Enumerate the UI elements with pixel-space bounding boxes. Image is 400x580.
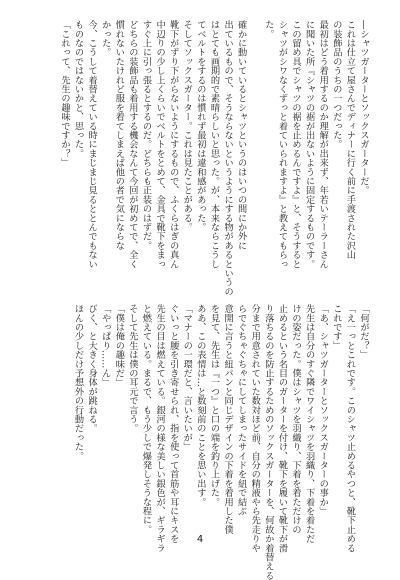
text-line: ああ、この表情は…と数刻前のことを思い出す。 [194, 304, 206, 507]
lower-text-block [72, 304, 370, 580]
text-line: シャツがシワなくずっと着ていられますよ』と教えてもらっ [276, 20, 288, 269]
text-line: を見て、先生は『一つ』と口の端を釣り上げた。 [208, 304, 220, 507]
text-line: すぐ上に引っ張るとするのだ。どちらも正装のはずだ。 [140, 20, 152, 250]
text-line: た。 [262, 20, 274, 39]
text-line: の装飾品のうちの一つだった。 [330, 20, 342, 149]
text-line: 「僕は俺の趣味だ」 [113, 304, 125, 387]
text-line: 「マナーの一環だと、言いたいが」 [181, 304, 193, 452]
text-line: らでぐちゃぐちゃにしてしまったサイドを紐で結ぶ [235, 304, 247, 516]
text-line: 「あ、シャツガーターとソックスガーターの事か」 [317, 304, 329, 516]
text-line: 慣れないたけれど服を着てしまえば他の者で気にならな [113, 20, 125, 250]
text-line: 「これって、先生の趣味ですか？」 [58, 20, 70, 168]
text-line: 確かに動いているとシャツというのはいつの間にか外に [235, 20, 247, 250]
text-line: 「何がだ？」 [358, 304, 369, 360]
text-line: 「え一っとこれです。このシャツ止めるやつと、靴下止める [344, 304, 356, 553]
text-line: ものなのではないかと、思った。 [72, 20, 84, 158]
text-line: 先生は自分のすぐ隣でワイシャツを羽織り、下着を着ただ [303, 304, 315, 544]
text-line [248, 20, 262, 285]
text-line: はとても画期的で素晴らしいと思った。が、本来ならこうし [208, 20, 220, 269]
page-number: 4 [196, 534, 204, 545]
text-line: 今、こうして着替えている時にまじまじ見るととんでもない [86, 20, 98, 269]
text-line: かった。 [99, 20, 111, 57]
text-line: この留め具でシャツの裾を止めるんですよ』と、そうすると [290, 20, 302, 269]
text-line: これです」 [330, 304, 342, 350]
text-line: 最初はどう着用するのか理解が出来ず、年若いテーラーさん [317, 20, 329, 269]
text-line: ほんの少しだけ予想外の行動だった。 [72, 304, 84, 461]
text-line: り落ちるのを防止するためのソックスガーターを、何故か着替える [262, 304, 274, 580]
text-line: 出ているもので、そうならないというようにする物があるというの [222, 20, 234, 296]
text-line: てベルトをするのは慣れず最初は違和感があった。 [194, 20, 206, 232]
text-line: そしてソックスガーター。これは見たことがある。 [181, 20, 193, 232]
text-line: 「やっぱり……ん」 [99, 304, 111, 387]
text-line: に聞いた所『シャツの裾が出ないように固定するものです。 [303, 20, 315, 269]
text-line: 靴下がずり下がらないようにするもので、ふくらはぎの真ん [167, 20, 179, 269]
text-line: と燃えている。まるで、もう少しで爆発しそうな程に。 [140, 304, 152, 534]
text-line: 止めるという名目のガーターを付け、靴下を履いて靴下が滑 [276, 304, 288, 553]
text-line: 分まで用意されていた数対ほど前、自分の精液やら先走りや [249, 304, 261, 553]
upper-text-block [30, 20, 370, 296]
text-line: 意開に言うと紐パンと同じデザインの下着を着用した僕 [222, 304, 234, 534]
text-line: これは仕立て屋さんでディナーに行く前に手渡された沢山 [344, 20, 356, 260]
text-line: ぐいっと腰を引き寄せられ、指を使って首筋や耳にキスを [167, 304, 179, 544]
text-line: どちらの装飾品も着用する機会なんて今回が初めてで、全く [126, 20, 138, 269]
text-line: そして先生は僕の耳元で言う。 [126, 304, 138, 433]
text-line: びく、と大きく身体が跳ねる。 [86, 304, 98, 433]
text-line: 中辺りの少し上くらいでベルトをとめて、金具で靴下をまっ [154, 20, 166, 269]
text-line: けの姿だった。僕はシャツを羽織り、下着を着ただけの [290, 304, 302, 534]
text-line: 先生の目は燃えている。銀河の様な美しい銀色が、ギラギラ [154, 304, 166, 553]
text-line: ―シャツガーターとソックスガーターだ。 [358, 20, 369, 195]
